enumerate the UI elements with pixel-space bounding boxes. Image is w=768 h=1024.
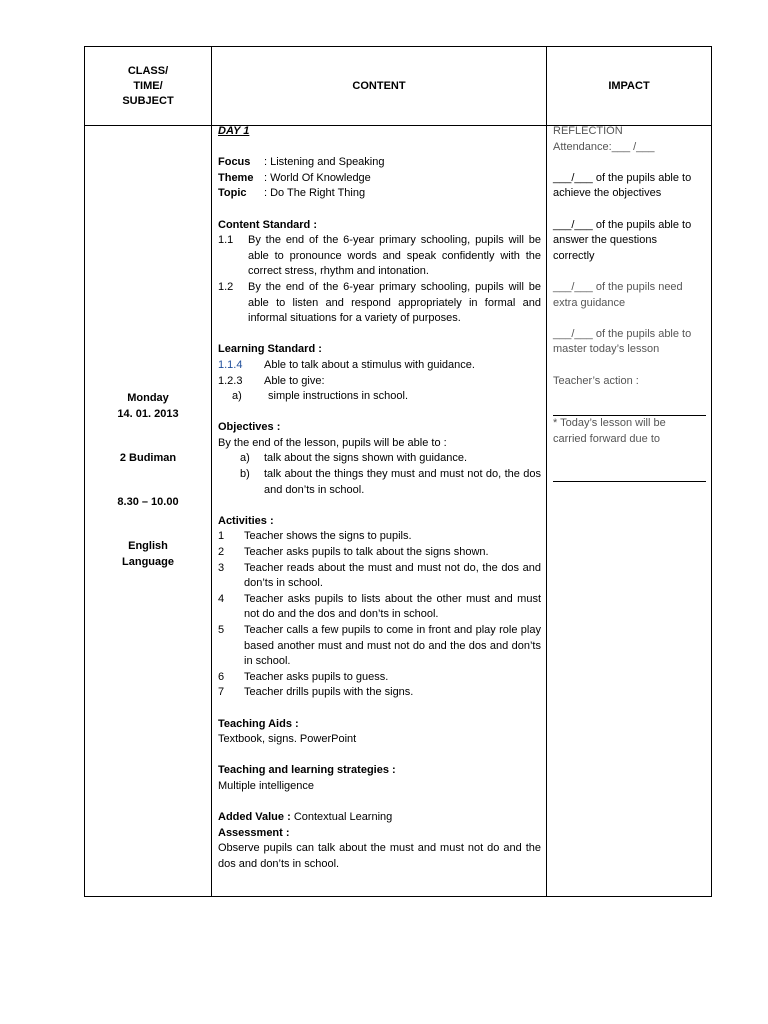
item-text: By the end of the 6-year primary schooling, pupils will be able to pronounce words and speak confidently with the correct stress, rhythm and intonation. — [248, 234, 541, 278]
reflection-item — [553, 218, 706, 265]
strategies: Multiple intelligence — [218, 779, 314, 792]
blank-count: ___/___ — [553, 280, 593, 293]
item-text: Teacher asks pupils to talk about the signs shown. — [244, 546, 489, 559]
item-number: 1 — [218, 530, 225, 543]
teaching-aids: Textbook, signs. PowerPoint — [218, 733, 357, 746]
focus-value: : Listening and Speaking — [264, 156, 385, 169]
day-label: DAY 1 — [218, 125, 250, 137]
added-value-label: Added Value : — [218, 811, 291, 824]
learning-standard-label: Learning Standard : — [218, 343, 322, 356]
item-text: By the end of the 6-year primary schooling, pupils will be able to listen and respond appropriately in formal and informal situations for a variety of purposes. — [248, 280, 541, 325]
item-text: talk about the things they must and must not do, the dos and don’ts in school. — [264, 468, 541, 496]
header-line: CLASS/ — [127, 64, 169, 77]
day-name: Monday — [127, 392, 169, 404]
topic-label: Topic — [218, 187, 247, 200]
item-text: Able to give: — [264, 374, 325, 387]
blank-count: ___/___ — [553, 171, 593, 184]
header-line: TIME/ — [133, 79, 163, 92]
activity-item — [218, 529, 541, 545]
item-text: talk about the signs shown with guidance. — [264, 452, 468, 465]
header-impact: IMPACT — [608, 79, 650, 92]
reflection-text: answer the questions — [553, 234, 657, 247]
reflection-text: of the pupils able to — [592, 171, 692, 184]
reflection-text: extra guidance — [553, 296, 626, 309]
objectives-label: Objectives : — [218, 421, 281, 434]
header-class-time-subject — [85, 47, 211, 125]
item-text: Able to talk about a stimulus with guidance. — [264, 358, 475, 371]
activity-item — [218, 561, 541, 592]
theme-label: Theme — [218, 171, 254, 184]
activity-item — [218, 685, 541, 701]
item-number: b) — [240, 468, 250, 481]
content-standard-label: Content Standard : — [218, 218, 317, 231]
content-standard-item — [218, 233, 541, 280]
reflection-text: of the pupils need — [592, 280, 683, 293]
date: 14. 01. 2013 — [117, 407, 179, 420]
reflection-text: master today’s lesson — [553, 343, 660, 356]
item-number: 1.2 — [218, 280, 234, 293]
theme-row — [218, 171, 541, 187]
lesson-plan-table — [84, 46, 712, 897]
item-text: Teacher asks pupils to lists about the other must and must not do and the dos and don’ts in school. — [244, 592, 541, 621]
strategies-label: Teaching and learning strategies : — [218, 764, 396, 777]
activity-item — [218, 670, 541, 686]
theme-value: : World Of Knowledge — [264, 171, 371, 184]
item-number: a) — [232, 390, 242, 403]
learning-sub-item — [218, 389, 541, 405]
teaching-aids-label: Teaching Aids : — [218, 717, 299, 730]
subject-line: Language — [122, 555, 174, 568]
assessment-text: Observe pupils can talk about the must and must not do and the dos and don’ts in school. — [218, 842, 541, 870]
reflection-text: of the pupils able to — [592, 327, 692, 340]
learning-standard-item — [218, 374, 541, 390]
blank-count: ___/___ — [553, 327, 593, 340]
header-line: SUBJECT — [122, 94, 174, 107]
added-value-row — [218, 810, 541, 826]
class-info — [85, 391, 211, 570]
item-number: 7 — [218, 686, 225, 699]
reflection-item — [553, 171, 706, 202]
reflection-text: of the pupils able to — [592, 218, 692, 231]
learning-standard-item — [218, 358, 541, 374]
activity-item — [218, 592, 541, 623]
carry-forward-text: carried forward due to — [553, 432, 660, 445]
item-number: 1.1 — [218, 234, 234, 247]
action-blank-line — [553, 401, 706, 416]
reflection-text: correctly — [553, 249, 595, 262]
content-standard-item — [218, 280, 541, 327]
subject-line: English — [128, 540, 168, 553]
item-number: 2 — [218, 546, 225, 559]
item-text: Teacher drills pupils with the signs. — [244, 686, 414, 699]
reason-blank-line — [553, 467, 706, 482]
attendance: Attendance:___ /___ — [553, 140, 655, 153]
column-divider — [546, 47, 547, 896]
content-cell — [218, 124, 541, 873]
item-number: 6 — [218, 670, 225, 683]
item-text: Teacher reads about the must and must not do, the dos and don’ts in school. — [244, 561, 541, 590]
item-number: a) — [240, 452, 250, 465]
time-slot: 8.30 – 10.00 — [117, 495, 179, 508]
focus-row — [218, 155, 541, 171]
item-number: 1.1.4 — [218, 358, 243, 371]
item-number: 3 — [218, 561, 225, 574]
class-name: 2 Budiman — [119, 451, 177, 464]
item-number: 5 — [218, 624, 225, 636]
objectives-intro: By the end of the lesson, pupils will be able to : — [218, 436, 447, 449]
activity-item — [218, 545, 541, 561]
item-text: simple instructions in school. — [268, 390, 409, 403]
objective-item — [218, 451, 541, 467]
item-number: 4 — [218, 592, 225, 605]
blank-count: ___/___ — [553, 218, 593, 231]
focus-label: Focus — [218, 156, 251, 169]
added-value: Contextual Learning — [293, 811, 393, 824]
reflection-item — [553, 280, 706, 311]
header-content: CONTENT — [352, 79, 406, 92]
item-text: Teacher calls a few pupils to come in front and play role play based another must and must not do and the dos and don’ts in school. — [244, 624, 541, 668]
reflection-text: achieve the objectives — [553, 187, 662, 200]
item-text: Teacher shows the signs to pupils. — [244, 530, 412, 543]
item-number: 1.2.3 — [218, 374, 243, 387]
topic-row — [218, 186, 541, 202]
assessment-label: Assessment : — [218, 826, 290, 839]
reflection-item — [553, 327, 706, 358]
reflection-label: REFLECTION — [553, 125, 623, 137]
item-text: Teacher asks pupils to guess. — [244, 670, 389, 683]
teacher-action-label: Teacher’s action : — [553, 374, 639, 387]
impact-cell — [553, 124, 706, 482]
activities-label: Activities : — [218, 514, 274, 527]
activity-item — [218, 623, 541, 670]
topic-value: : Do The Right Thing — [264, 187, 366, 200]
column-divider — [211, 47, 212, 896]
objective-item — [218, 467, 541, 498]
carry-forward-text: * Today’s lesson will be — [553, 417, 666, 430]
